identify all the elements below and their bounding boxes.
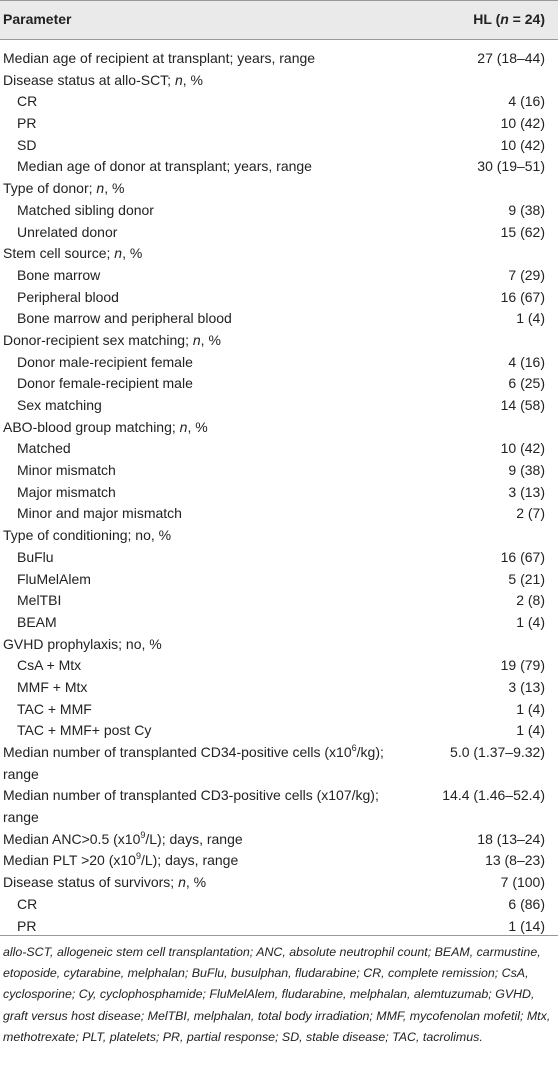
row-label: PR: [17, 115, 37, 132]
plt-label-b: /L); days, range: [140, 852, 239, 869]
table-row: [0, 569, 558, 591]
table-row: [0, 785, 558, 828]
row-label: Minor mismatch: [17, 462, 116, 479]
row-label: Stem cell source; n, %: [3, 245, 143, 262]
row-label-italic: n: [96, 180, 105, 197]
row-value: 6 (86): [508, 895, 545, 912]
table-row: [0, 525, 558, 547]
table-row: [0, 872, 558, 894]
row-value: 1 (4): [516, 700, 545, 717]
table-row: [0, 850, 558, 872]
row-value: 16 (67): [500, 288, 545, 305]
row-label: Type of conditioning; no, %: [3, 527, 172, 544]
row-value: 30 (19–51): [477, 158, 545, 175]
row-value: 1 (14): [508, 917, 545, 934]
table-row: [0, 265, 558, 287]
row-value: 10 (42): [500, 115, 545, 132]
table-row: [0, 655, 558, 677]
row-value: 14.4 (1.46–52.4): [442, 787, 545, 804]
table-row: [0, 243, 558, 265]
row-value: 5.0 (1.37–9.32): [450, 744, 545, 760]
row-value: 1 (4): [516, 310, 545, 327]
row-label: Matched sibling donor: [17, 201, 154, 218]
table-row: [0, 438, 558, 460]
table-footnote: allo-SCT, allogeneic stem cell transplantation; ANC, absolute neutrophil count; BEAM, carmustine, etoposide, cytarabine, melphalan; BuFlu, busulphan, fludarabine; CR, complete remission; CsA, cyclosporine; Cy, cyclophosphamide; FluMelAlem, fludarabine, melphalan, alemtuzumab; GVHD, graft versus host disease; MelTBI, melphalan, total body irradiation; MMF, mycofenolan mofetil; Mtx, methotrexate; PLT, platelets; PR, partial response; SD, stable disease; TAC, tacrolimus.: [3, 945, 551, 1044]
row-label: [3, 785, 403, 828]
table-row: [0, 460, 558, 482]
row-label: BuFlu: [17, 548, 54, 565]
row-label-italic: n: [192, 331, 201, 348]
table-row: [0, 287, 558, 309]
table-row: [0, 742, 558, 785]
row-value: 3 (13): [508, 483, 545, 500]
row-value: 7 (100): [500, 874, 545, 891]
row-label: CR: [17, 895, 38, 912]
table-row: [0, 135, 558, 157]
row-label: Unrelated donor: [17, 223, 118, 240]
table-row: [0, 395, 558, 417]
table-row: [0, 503, 558, 525]
row-value: 14 (58): [500, 397, 545, 413]
row-label: PR: [17, 917, 37, 934]
row-label: TAC + MMF+ post Cy: [17, 722, 152, 739]
row-value: 2 (7): [516, 505, 545, 522]
row-label: TAC + MMF: [17, 700, 92, 717]
table-row: [0, 590, 558, 612]
row-label: Median age of recipient at transplant; years, range: [3, 50, 316, 66]
row-value: 2 (8): [516, 592, 545, 609]
table-row: [0, 113, 558, 135]
table-row: [0, 417, 558, 439]
row-label: FluMelAlem: [17, 570, 91, 587]
row-value: 1 (4): [516, 613, 545, 630]
anc-label-a: Median ANC>0.5 (x10: [3, 830, 141, 847]
header-group: HL (n = 24): [473, 11, 545, 27]
anc-sup: 9: [140, 829, 146, 840]
row-label: Matched: [17, 440, 71, 457]
row-label: BEAM: [17, 613, 57, 630]
table-row: [0, 178, 558, 200]
plt-label-a: Median PLT >20 (x10: [3, 852, 136, 869]
row-label: Median age of donor at transplant; years, range: [17, 158, 312, 175]
row-label: Type of donor; n, %: [3, 180, 125, 197]
table-row: [0, 894, 558, 916]
table-row: [0, 308, 558, 330]
table-row: [0, 634, 558, 656]
table-row: [0, 330, 558, 352]
row-value: 3 (13): [508, 678, 545, 695]
table-row: [0, 48, 558, 70]
row-label-italic: n: [178, 874, 186, 891]
cd34-sup: 6: [351, 743, 357, 753]
row-label: Disease status at allo-SCT; n, %: [3, 71, 203, 88]
table-row: [0, 91, 558, 113]
cd3-label: Median number of transplanted CD3-positive cells (x107/kg); range: [3, 787, 379, 826]
table-row: [0, 200, 558, 222]
footer-divider: [0, 935, 558, 936]
row-value: 10 (42): [500, 136, 545, 153]
row-value: 7 (29): [508, 266, 545, 283]
row-label: Bone marrow and peripheral blood: [17, 310, 232, 327]
row-value: 18 (13–24): [477, 830, 545, 847]
row-value: 5 (21): [508, 570, 545, 587]
table-row: [0, 352, 558, 374]
table-row: [0, 547, 558, 569]
row-value: 15 (62): [500, 223, 545, 240]
row-value: 10 (42): [500, 440, 545, 457]
row-label-italic: n: [179, 418, 188, 435]
table-row: [0, 699, 558, 721]
row-label: CsA + Mtx: [17, 657, 82, 674]
row-label: Minor and major mismatch: [17, 505, 182, 522]
table-header: [0, 0, 558, 40]
table-row: [0, 677, 558, 699]
table-row: [0, 829, 558, 851]
row-label: SD: [17, 136, 37, 153]
table-row: [0, 373, 558, 395]
row-label: Donor female-recipient male: [17, 375, 193, 392]
row-value: 1 (4): [516, 722, 545, 739]
row-label: Bone marrow: [17, 266, 101, 283]
row-label-italic: n: [114, 245, 123, 262]
row-value: 9 (38): [508, 462, 545, 479]
table-body: [0, 40, 558, 937]
row-label: [3, 850, 393, 872]
row-value: 6 (25): [508, 375, 545, 392]
row-value: 4 (16): [508, 93, 545, 110]
row-label: Disease status of survivors; n, %: [3, 874, 207, 891]
row-value: 4 (16): [508, 353, 545, 370]
cd34-label-b: /kg); range: [3, 744, 384, 782]
header-parameter: Parameter: [3, 11, 72, 27]
row-label: [3, 742, 403, 785]
row-label: [3, 829, 393, 851]
cd34-label-a: Median number of transplanted CD34-positive cells (x10: [3, 744, 352, 760]
table-row: [0, 222, 558, 244]
table-row: [0, 612, 558, 634]
row-label-italic: n: [174, 71, 183, 88]
table-row: [0, 916, 558, 938]
row-label: Donor male-recipient female: [17, 353, 193, 370]
anc-label-b: /L); days, range: [145, 830, 243, 847]
row-label: Major mismatch: [17, 483, 116, 500]
table-row: [0, 70, 558, 92]
row-label: MelTBI: [17, 592, 62, 609]
row-label: ABO-blood group matching; n, %: [3, 418, 208, 435]
row-label: GVHD prophylaxis; no, %: [3, 635, 162, 652]
row-label: CR: [17, 93, 38, 110]
row-value: 19 (79): [500, 657, 545, 674]
row-label: MMF + Mtx: [17, 678, 88, 695]
table-row: [0, 482, 558, 504]
row-value: 16 (67): [500, 548, 545, 565]
row-value: 27 (18–44): [477, 50, 545, 66]
row-label: Sex matching: [17, 397, 102, 413]
table-row: [0, 156, 558, 178]
row-label: Peripheral blood: [17, 288, 119, 305]
table-row: [0, 720, 558, 742]
row-value: 9 (38): [508, 201, 545, 218]
row-value: 13 (8–23): [485, 852, 545, 869]
plt-sup: 9: [135, 851, 141, 862]
row-label: Donor-recipient sex matching; n, %: [3, 331, 221, 348]
